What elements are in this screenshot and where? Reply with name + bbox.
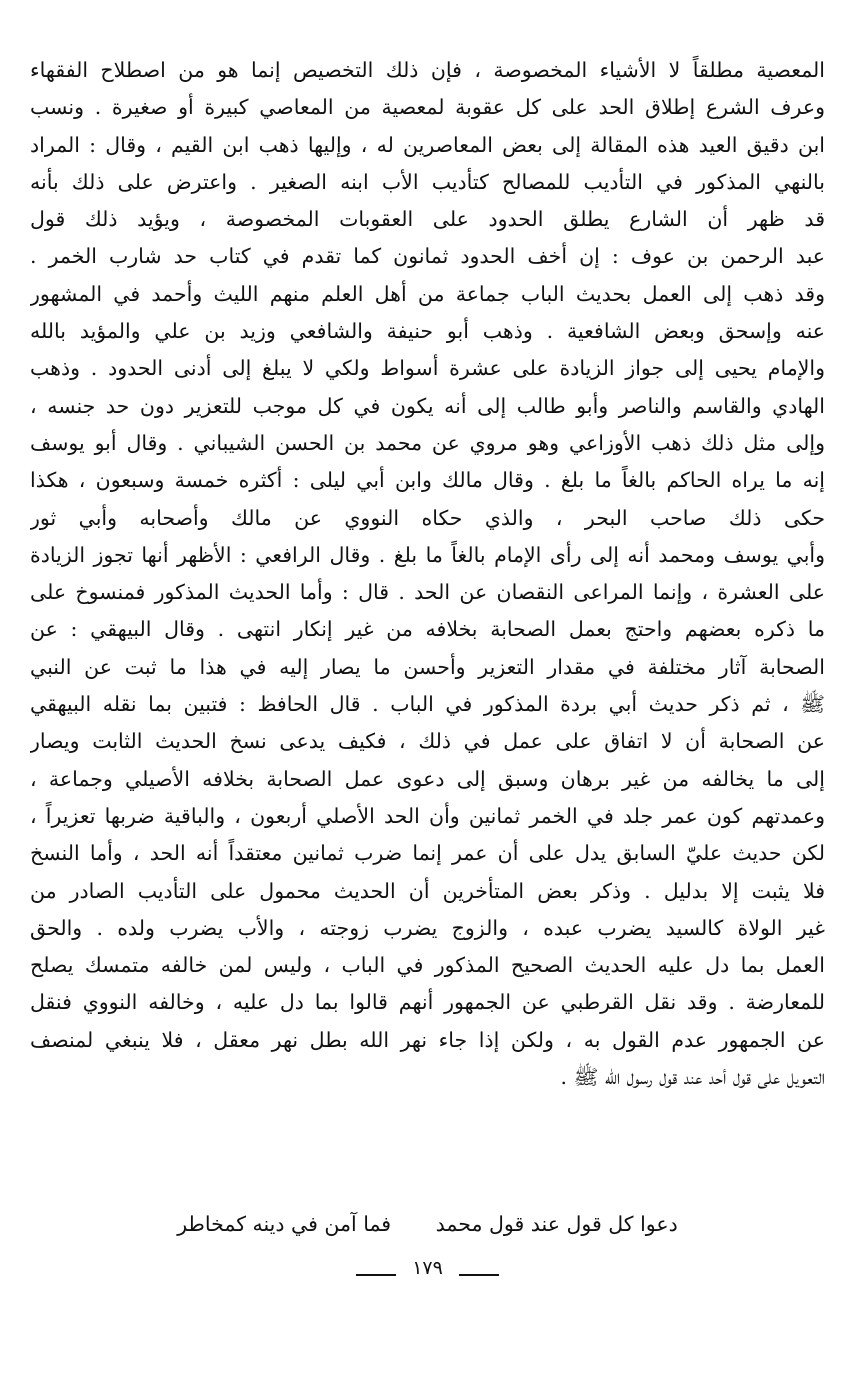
text-line: إنه ما يراه الحاكم بالغاً ما بلغ . وقال مالك وابن أبي ليلى : أكثره خمسة وسبعون ، هكذا bbox=[30, 468, 825, 493]
text-line: على العشرة ، وإنما المراعى النقصان عن الحد . قال : وأما الحديث المذكور فمنسوخ على bbox=[30, 580, 825, 605]
text-line: عن الصحابة أن لا اتفاق على عمل في ذلك ، فكيف يدعى نسخ الحديث الثابت ويصار bbox=[30, 729, 825, 754]
text-line: عنه وإسحق وبعض الشافعية . وذهب أبو حنيفة والشافعي وزيد بن علي والمؤيد بالله bbox=[30, 319, 825, 344]
text-line: لكن حديث عليّ السابق يدل على أن عمر إنما ضرب ثمانين معتقداً أنه الحد ، وأما النسخ bbox=[30, 841, 825, 866]
page-number-value: ١٧٩ bbox=[412, 1257, 443, 1279]
text-line: الهادي والقاسم والناصر وأبو طالب إلى أنه يكون في كل موجب للتعزير دون حد جنسه ، bbox=[30, 393, 825, 418]
text-line: وأبي يوسف ومحمد أنه إلى رأى الإمام بالغاً ما بلغ . وقال الرافعي : الأظهر أنها تجوز الزيادة bbox=[30, 542, 825, 567]
text-line: ما ذكره بعضهم واحتج بعمل الصحابة بخلافه من غير إنكار انتهى . وقال البيهقي : عن bbox=[30, 617, 825, 642]
verse-second-hemistich: فما آمن في دينه كمخاطر bbox=[177, 1212, 392, 1236]
text-line: ابن دقيق العيد هذه المقالة إلى بعض المعاصرين له ، وإليها ذهب ابن القيم ، وقال : المراد bbox=[30, 132, 825, 157]
verse-first-hemistich: دعوا كل قول عند قول محمد bbox=[435, 1212, 678, 1236]
text-line: والإمام يحيى إلى جواز الزيادة على عشرة أسواط ولكي لا يبلغ إلى أدنى الحدود . وذهب bbox=[30, 356, 825, 381]
page-number-dash-left bbox=[356, 1274, 396, 1276]
text-line-last: التعويل على قول أحد عند قول رسول الله ﷺ . bbox=[560, 1065, 825, 1090]
text-line: الصحابة آثار مختلفة في مقدار التعزير وأحسن ما يصار إليه في هذا ما ثبت عن النبي bbox=[30, 654, 825, 679]
main-text bbox=[30, 52, 825, 1096]
text-line: فلا يثبت إلا بدليل . وذكر بعض المتأخرين أن الحديث محمول على التأديب الصادر من bbox=[30, 878, 825, 903]
text-line: عبد الرحمن بن عوف : إن أخف الحدود ثمانون كما تقدم في كتاب حد شارب الخمر . bbox=[30, 244, 825, 269]
text-line: وعمدتهم كون عمر جلد في الخمر ثمانين وأن الحد الأصلي أربعون ، والباقية ضربها تعزيراً ، bbox=[30, 803, 825, 828]
text-line: إلى ما يخالفه من غير برهان وسبق إلى دعوى عمل الصحابة بخلافه الأصيلي وجماعة ، bbox=[30, 766, 825, 791]
poetry-verse bbox=[0, 1208, 855, 1240]
text-line: وقد ذهب إلى العمل بحديث الباب جماعة من أهل العلم منهم الليث وأحمد في المشهور bbox=[30, 281, 825, 306]
text-line: المعصية مطلقاً لا الأشياء المخصوصة ، فإن ذلك التخصيص إنما هو من اصطلاح الفقهاء bbox=[30, 58, 825, 82]
text-line: العمل بما دل عليه الحديث الصحيح المذكور في الباب ، وليس لمن خالفه متمسك يصلح bbox=[30, 953, 825, 978]
text-line: حكى ذلك صاحب البحر ، والذي حكاه النووي عن مالك وأصحابه وأبي ثور bbox=[30, 505, 825, 530]
text-line: ﷺ ، ثم ذكر حديث أبي بردة المذكور في الباب . قال الحافظ : فتبين بما نقله البيهقي bbox=[30, 692, 825, 717]
text-line: عن الجمهور عدم القول به ، ولكن إذا جاء نهر الله بطل نهر معقل ، فلا ينبغي لمنصف bbox=[30, 1027, 825, 1052]
text-line: غير الولاة كالسيد يضرب عبده ، والزوج يضرب زوجته ، والأب يضرب ولده . والحق bbox=[30, 915, 825, 940]
page-number-dash-right bbox=[459, 1274, 499, 1276]
page-number bbox=[0, 1252, 855, 1284]
text-line: وعرف الشرع إطلاق الحد على كل عقوبة لمعصية من المعاصي كبيرة أو صغيرة . ونسب bbox=[30, 95, 825, 120]
text-line: بالنهي المذكور في التأديب للمصالح كتأديب الأب ابنه الصغير . واعترض على ذلك بأنه bbox=[30, 169, 825, 194]
text-line: قد ظهر أن الشارع يطلق الحدود على العقوبات المخصوصة ، ويؤيد ذلك قول bbox=[30, 207, 825, 232]
text-line: للمعارضة . وقد نقل القرطبي عن الجمهور أنهم قالوا بما دل عليه ، وخالفه النووي فنقل bbox=[30, 990, 825, 1015]
text-line: وإلى مثل ذلك ذهب الأوزاعي وهو مروي عن محمد بن الحسن الشيباني . وقال أبو يوسف bbox=[30, 430, 825, 455]
